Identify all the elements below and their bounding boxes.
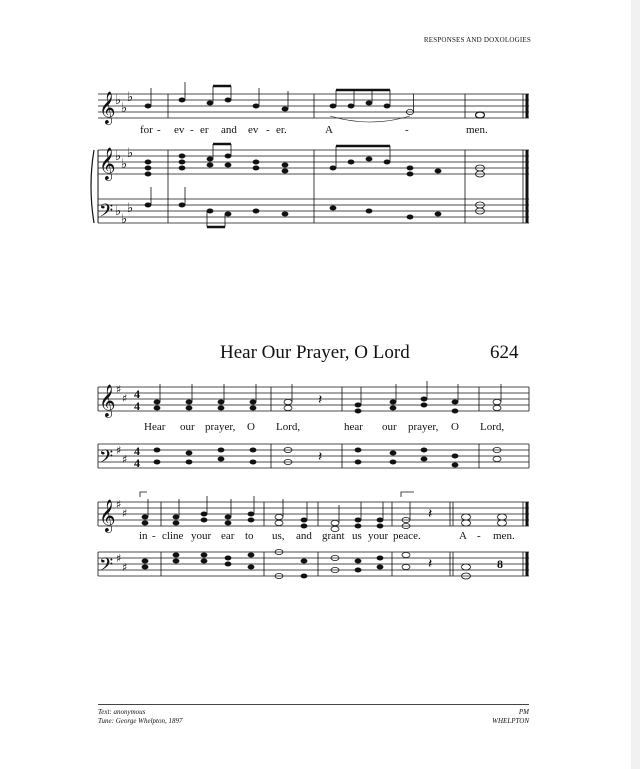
bass-clef-icon: 𝄢 xyxy=(99,555,114,580)
svg-text:♯: ♯ xyxy=(122,561,128,574)
notes xyxy=(142,512,507,580)
lyric-hyphen: - xyxy=(266,124,270,136)
lyric-syllable: your xyxy=(191,530,212,542)
lyric-syllable: ev xyxy=(248,124,259,136)
svg-text:♭: ♭ xyxy=(115,93,122,108)
lyric-syllable: hear xyxy=(344,421,363,433)
lyric-syllable: to xyxy=(245,530,254,542)
notes xyxy=(145,187,485,227)
stems xyxy=(148,496,410,523)
svg-text:♭: ♭ xyxy=(127,146,134,161)
lyric-syllable: Lord, xyxy=(276,421,301,433)
final-breve xyxy=(497,557,503,571)
lyric-syllable: men. xyxy=(493,530,515,542)
lyric-syllable: for xyxy=(140,124,153,136)
lyric-syllable: peace. xyxy=(393,530,421,542)
svg-text:𝄽: 𝄽 xyxy=(318,449,323,465)
lyric-syllable: men. xyxy=(466,124,488,136)
svg-text:♭: ♭ xyxy=(127,201,134,216)
hymn-number: 624 xyxy=(490,342,519,363)
svg-text:♭: ♭ xyxy=(121,157,128,172)
lyric-syllable: your xyxy=(368,530,389,542)
footer-rule xyxy=(98,704,529,705)
svg-text:4: 4 xyxy=(134,387,140,401)
svg-text:♭: ♭ xyxy=(115,149,122,164)
lyric-syllable: us xyxy=(352,530,362,542)
bass-clef-icon: 𝄢 xyxy=(99,201,114,226)
running-head: RESPONSES AND DOXOLOGIES xyxy=(423,36,531,44)
tune-credit: Tune: George Whelpton, 1897 xyxy=(98,717,183,725)
svg-text:♯: ♯ xyxy=(116,498,122,511)
meter: PM xyxy=(518,708,529,716)
svg-text:♯: ♯ xyxy=(116,552,122,565)
rests xyxy=(428,506,432,572)
bass-clef-icon: 𝄢 xyxy=(99,447,114,472)
lyric-hyphen: - xyxy=(190,124,194,136)
svg-text:♯: ♯ xyxy=(116,383,122,396)
lyric-syllable: our xyxy=(180,421,195,433)
staff-lines xyxy=(98,94,529,118)
lyric-hyphen: - xyxy=(477,530,481,542)
svg-text:8: 8 xyxy=(497,557,503,571)
lyric-syllable: and xyxy=(296,530,312,542)
lyric-syllable: prayer, xyxy=(205,421,236,433)
lyric-syllable: A xyxy=(459,530,467,542)
rests xyxy=(318,392,322,465)
treble-clef-icon: 𝄞 xyxy=(99,91,116,124)
svg-text:♯: ♯ xyxy=(122,453,128,466)
svg-text:𝄽: 𝄽 xyxy=(428,556,433,572)
treble-clef-icon: 𝄞 xyxy=(99,384,116,417)
svg-text:♯: ♯ xyxy=(122,507,128,520)
text-credit: Text: anonymous xyxy=(98,708,146,716)
lyric-syllable: our xyxy=(382,421,397,433)
staff-lines xyxy=(98,150,529,174)
staff-lines xyxy=(98,387,529,411)
key-signature xyxy=(116,498,127,574)
lyric-hyphen: - xyxy=(157,124,161,136)
svg-text:𝄽: 𝄽 xyxy=(428,506,433,522)
lyric-syllable: O xyxy=(451,421,459,433)
treble-clef-icon: 𝄞 xyxy=(99,499,116,532)
svg-text:4: 4 xyxy=(134,399,140,413)
top-system xyxy=(91,82,529,227)
tune-name: WHELPTON xyxy=(492,717,529,725)
time-signature xyxy=(134,387,140,470)
svg-text:♭: ♭ xyxy=(127,90,134,105)
svg-text:𝄽: 𝄽 xyxy=(318,392,323,408)
lyric-syllable: Hear xyxy=(144,421,166,433)
lyric-syllable: cline xyxy=(162,530,184,542)
lyric-syllable: ev xyxy=(174,124,185,136)
lyric-hyphen: - xyxy=(152,530,156,542)
lyric-syllable: and xyxy=(221,124,237,136)
svg-text:♭: ♭ xyxy=(121,212,128,227)
lyric-syllable: O xyxy=(247,421,255,433)
key-signature xyxy=(116,383,127,466)
svg-text:4: 4 xyxy=(134,456,140,470)
lyric-syllable: er xyxy=(200,124,209,136)
key-signature xyxy=(115,90,133,227)
svg-text:♯: ♯ xyxy=(122,392,128,405)
lyric-syllable: us, xyxy=(272,530,285,542)
lyric-hyphen: - xyxy=(405,124,409,136)
lyric-syllable: grant xyxy=(322,530,345,542)
lyric-syllable: A xyxy=(325,124,333,136)
svg-text:♯: ♯ xyxy=(116,444,122,457)
lyric-syllable: Lord, xyxy=(480,421,505,433)
lyric-syllable: prayer, xyxy=(408,421,439,433)
treble-clef-icon: 𝄞 xyxy=(99,147,116,180)
svg-text:4: 4 xyxy=(134,444,140,458)
staff-lines xyxy=(98,199,529,223)
lyric-syllable: ear xyxy=(221,530,235,542)
lyric-syllable: in xyxy=(139,530,148,542)
lyric-syllable: er. xyxy=(276,124,287,136)
svg-text:♭: ♭ xyxy=(115,204,122,219)
notes xyxy=(145,144,485,177)
staff-lines xyxy=(98,444,529,468)
svg-text:♭: ♭ xyxy=(121,101,128,116)
hymn-title: Hear Our Prayer, O Lord xyxy=(220,342,410,363)
